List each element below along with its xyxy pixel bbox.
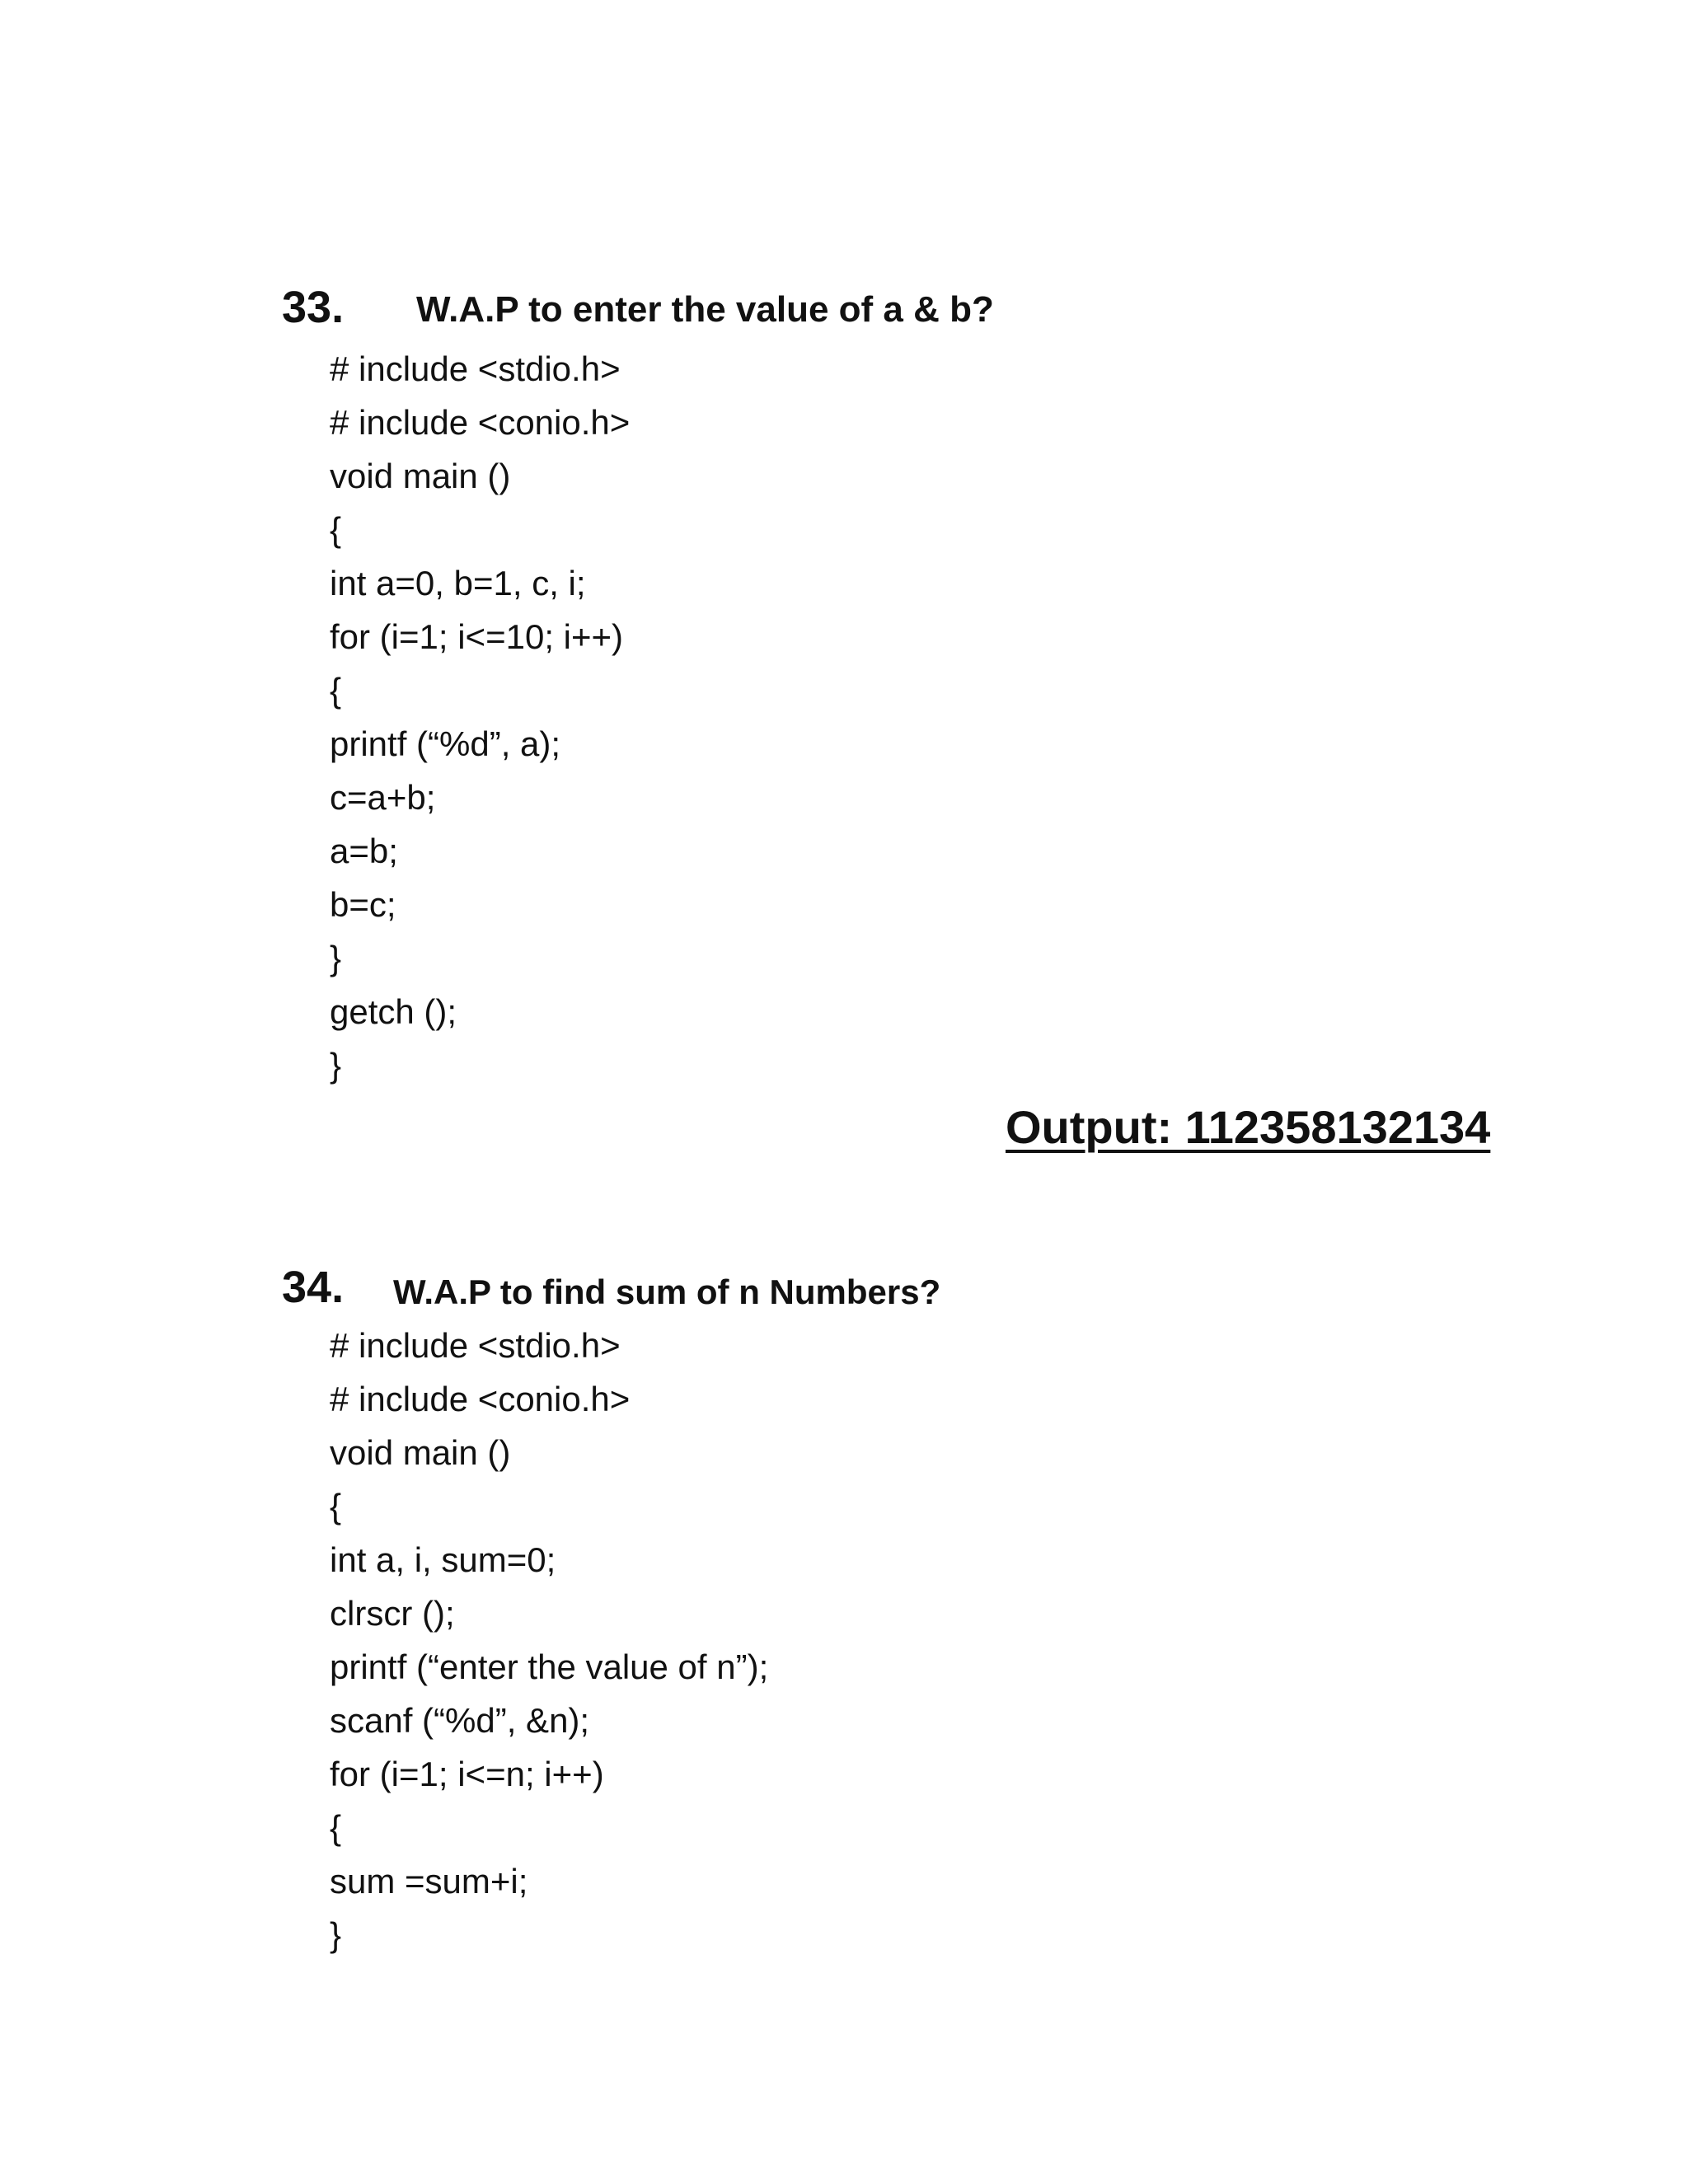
code-line: # include <stdio.h> bbox=[330, 1326, 621, 1365]
code-line: int a, i, sum=0; bbox=[330, 1540, 556, 1579]
question-title: W.A.P to find sum of n Numbers? bbox=[393, 1272, 941, 1311]
code-line: printf (“enter the value of n”); bbox=[330, 1647, 769, 1686]
code-line: } bbox=[330, 939, 342, 977]
question-title: W.A.P to enter the value of a & b? bbox=[416, 289, 994, 330]
code-line: int a=0, b=1, c, i; bbox=[330, 564, 586, 602]
code-line: getch (); bbox=[330, 992, 457, 1031]
code-line: sum =sum+i; bbox=[330, 1862, 528, 1900]
code-line: for (i=1; i<=n; i++) bbox=[330, 1755, 604, 1793]
code-line: # include <stdio.h> bbox=[330, 349, 621, 388]
program-output: Output: 112358132134 bbox=[1006, 1101, 1491, 1153]
code-line: { bbox=[330, 510, 342, 549]
code-line: c=a+b; bbox=[330, 778, 436, 817]
code-line: # include <conio.h> bbox=[330, 403, 631, 442]
code-line: for (i=1; i<=10; i++) bbox=[330, 617, 624, 656]
code-line: clrscr (); bbox=[330, 1594, 455, 1633]
code-line: { bbox=[330, 1808, 342, 1847]
code-line: # include <conio.h> bbox=[330, 1380, 631, 1418]
code-line: } bbox=[330, 1915, 342, 1954]
code-line: printf (“%d”, a); bbox=[330, 724, 561, 763]
code-block bbox=[330, 342, 630, 1092]
question-number: 33. bbox=[282, 283, 345, 332]
code-line: } bbox=[330, 1046, 342, 1085]
question-number: 34. bbox=[282, 1263, 345, 1312]
code-line: scanf (“%d”, &n); bbox=[330, 1701, 590, 1740]
code-line: { bbox=[330, 671, 342, 710]
code-line: a=b; bbox=[330, 832, 398, 870]
code-line: void main () bbox=[330, 1433, 511, 1472]
code-block bbox=[330, 1319, 768, 1961]
code-line: b=c; bbox=[330, 885, 396, 924]
code-line: { bbox=[330, 1487, 342, 1526]
code-line: void main () bbox=[330, 457, 511, 495]
